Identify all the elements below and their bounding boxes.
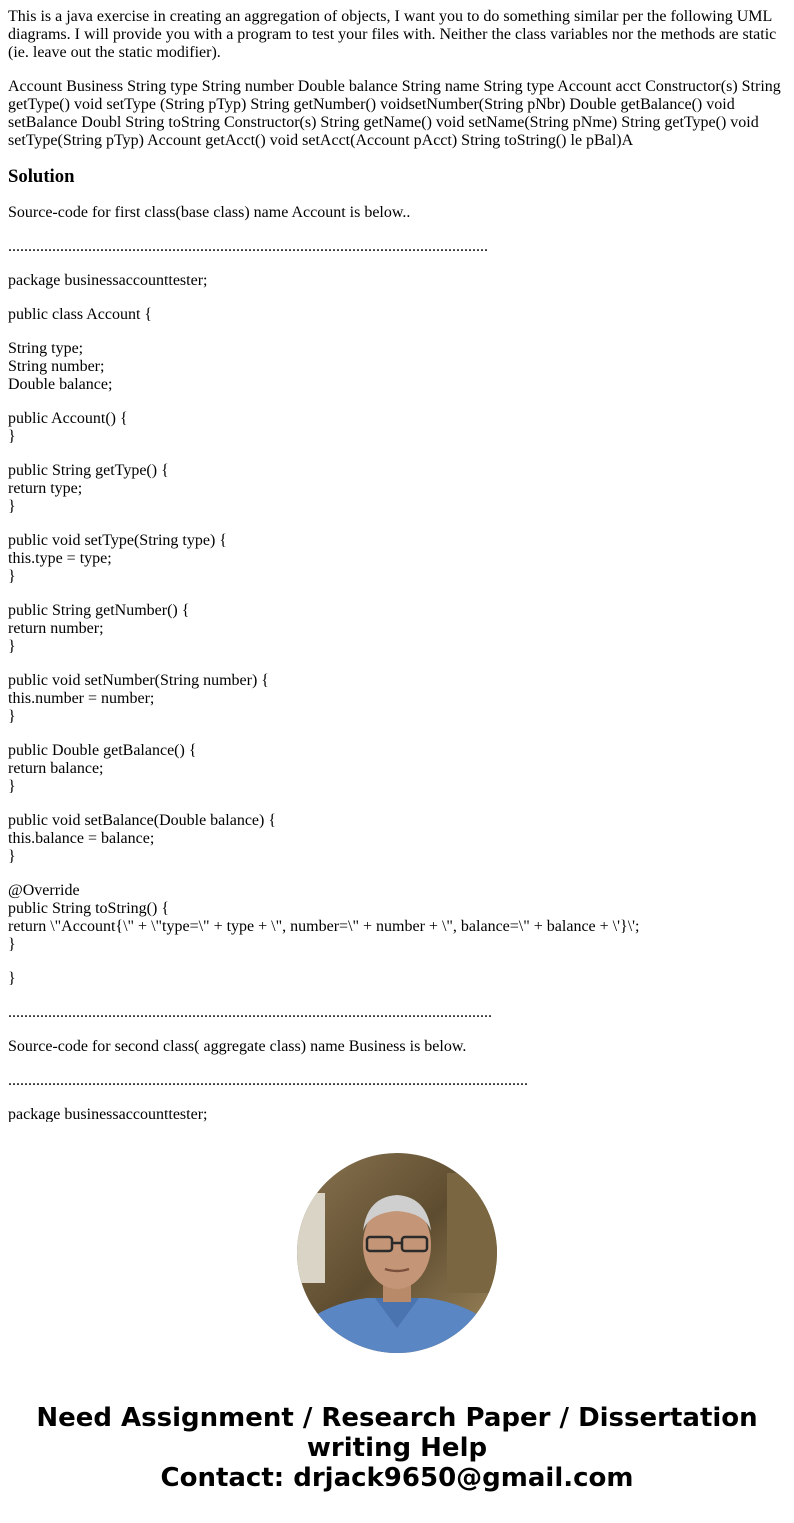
footer-line-assignment: Need Assignment / Research Paper / Dissertation: [36, 1403, 758, 1433]
class-declaration: public class Account {: [8, 306, 153, 323]
question-uml-text: Account Business String type String number Double balance String name String type Account acct Constructor(s) String getType() void setType (String pTyp) String getNumber() voidsetNumber(String pNbr) Double getBalance() void setBalance Doubl String toString Constructor(s) String getName() void setName(String pNme) String getType() void setType(String pTyp) Account getAcct() void setAcct(Account pAcct) String toString() le pBal)A: [8, 78, 781, 149]
code-line: return balance;: [8, 760, 104, 777]
separator-line: ..................................................................................................................................: [8, 1072, 528, 1089]
package-declaration-2: package businessaccounttester;: [8, 1106, 208, 1122]
code-line: public String toString() {: [8, 900, 170, 917]
code-line: }: [8, 848, 16, 865]
field-line: Double balance;: [8, 376, 113, 393]
code-line: }: [8, 638, 16, 655]
document-body: [8, 8, 786, 1122]
method-set-type: [8, 532, 786, 586]
author-avatar: [297, 1153, 497, 1353]
code-line: public Double getBalance() {: [8, 742, 197, 759]
method-get-balance: [8, 742, 786, 796]
method-get-number: [8, 602, 786, 656]
method-get-type: [8, 462, 786, 516]
code-line: }: [8, 936, 16, 953]
code-line: return type;: [8, 480, 83, 497]
code-line: this.balance = balance;: [8, 830, 155, 847]
footer-line-contact: Contact: drjack9650@gmail.com: [160, 1463, 634, 1493]
solution-heading: Solution: [8, 166, 75, 187]
code-line: @Override: [8, 882, 80, 899]
question-intro: This is a java exercise in creating an aggregation of objects, I want you to do something similar per the following UML diagrams. I will provide you with a program to test your files with. Neither the class variables nor the methods are static (ie. leave out the static modifier).: [8, 8, 777, 61]
method-set-number: [8, 672, 786, 726]
code-line: }: [8, 708, 16, 725]
solution-intro-first: Source-code for first class(base class) name Account is below..: [8, 204, 411, 221]
code-line: public Account() {: [8, 410, 128, 427]
field-line: String type;: [8, 340, 84, 357]
code-line: return \"Account{\" + \"type=\" + type + \", number=\" + number + \", balance=\" + balance + \'}\';: [8, 918, 640, 935]
code-line: this.number = number;: [8, 690, 155, 707]
code-line: this.type = type;: [8, 550, 112, 567]
separator-line: ........................................................................................................................: [8, 238, 488, 255]
author-portrait-icon: [297, 1153, 497, 1353]
code-line: }: [8, 778, 16, 795]
field-line: String number;: [8, 358, 105, 375]
class-fields: [8, 340, 786, 394]
code-line: }: [8, 568, 16, 585]
code-line: }: [8, 498, 16, 515]
code-line: public String getNumber() {: [8, 602, 190, 619]
footer-line-help: writing Help: [306, 1433, 488, 1463]
solution-intro-second: Source-code for second class( aggregate class) name Business is below.: [8, 1038, 467, 1055]
contact-footer: [0, 1403, 794, 1493]
code-line: public void setBalance(Double balance) {: [8, 812, 277, 829]
class-close: }: [8, 970, 16, 987]
method-set-balance: [8, 812, 786, 866]
method-to-string: [8, 882, 786, 954]
method-constructor: [8, 410, 786, 446]
package-declaration: package businessaccounttester;: [8, 272, 208, 289]
code-line: public void setType(String type) {: [8, 532, 227, 549]
code-line: public String getType() {: [8, 462, 169, 479]
code-line: return number;: [8, 620, 104, 637]
code-line: }: [8, 428, 16, 445]
separator-line: .........................................................................................................................: [8, 1004, 492, 1021]
code-line: public void setNumber(String number) {: [8, 672, 269, 689]
